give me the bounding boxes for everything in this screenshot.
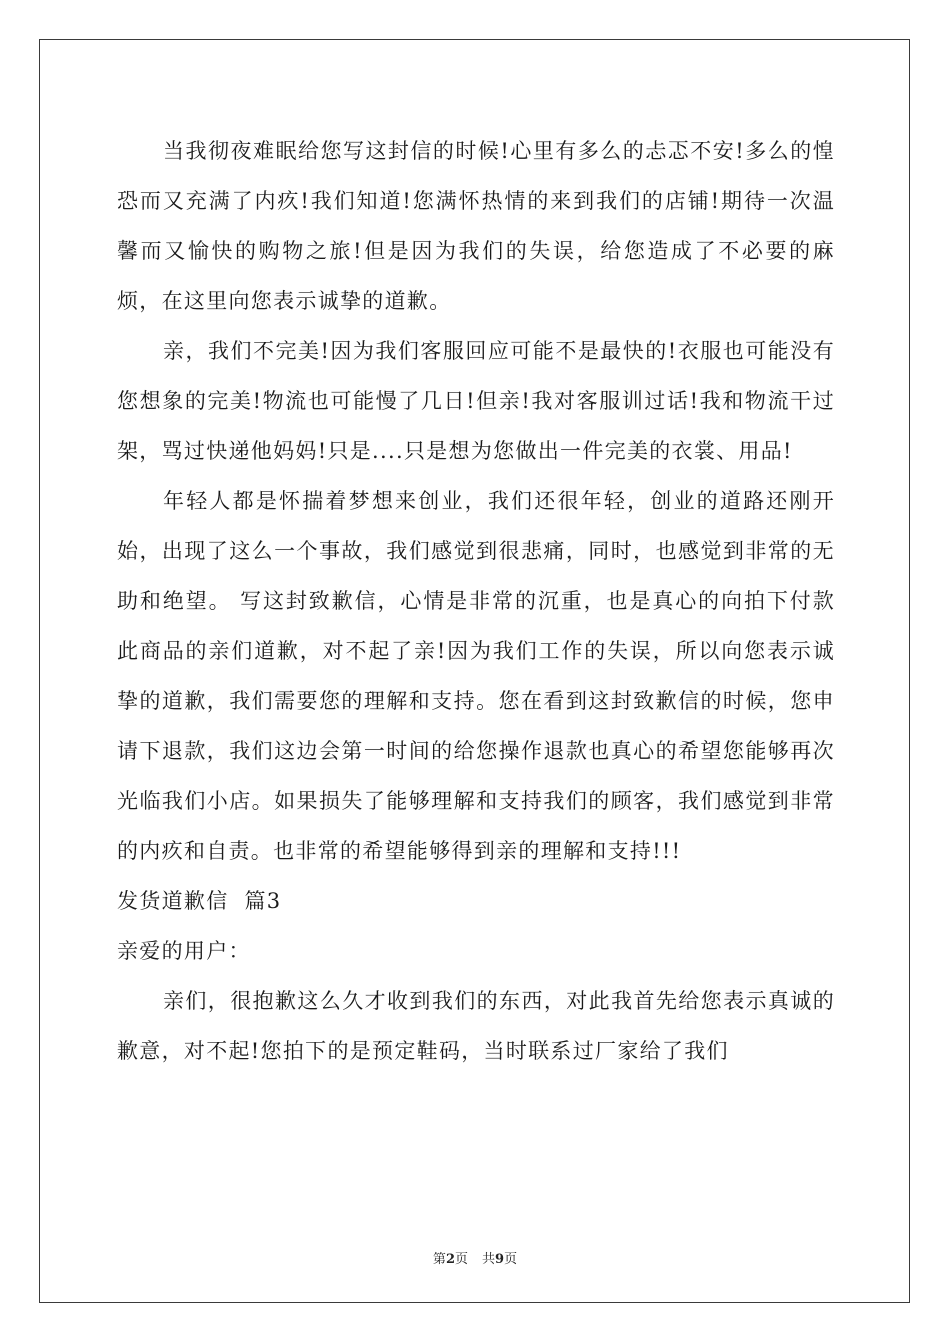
total-suffix: 页 [504,1252,518,1267]
paragraph-not-perfect: 亲，我们不完美!因为我们客服回应可能不是最快的!衣服也可能没有您想象的完美!物流也可能慢了几日!但亲!我对客服训过话!我和物流干过架，骂过快递他妈妈!只是....只是想为您做出一件完美的衣裳、用品! [117,339,835,463]
paragraph-preorder-apology: 亲们，很抱歉这么久才收到我们的东西，对此我首先给您表示真诚的歉意，对不起!您拍下的是预定鞋码，当时联系过厂家给了我们 [117,989,835,1063]
page-footer [0,1248,950,1267]
document-body [117,126,835,1076]
total-pages: 9 [495,1252,505,1267]
page-suffix: 页 [454,1252,468,1267]
paragraph-apology-intro: 当我彻夜难眠给您写这封信的时候!心里有多么的忐忑不安!多么的惶恐而又充满了内疚!我们知道!您满怀热情的来到我们的店铺!期待一次温馨而又愉快的购物之旅!但是因为我们的失误，给您造成了不必要的麻烦，在这里向您表示诚挚的道歉。 [117,139,835,313]
page-number: 2 [445,1252,455,1267]
salutation: 亲爱的用户： [117,939,251,963]
paragraph-young-startup: 年轻人都是怀揣着梦想来创业，我们还很年轻，创业的道路还刚开始，出现了这么一个事故，我们感觉到很悲痛，同时，也感觉到非常的无助和绝望。 写这封致歉信，心情是非常的沉重，也是真心的向拍下付款此商品的亲们道歉，对不起了亲!因为我们工作的失误，所以向您表示诚挚的道歉，我们需要您的理解和支持。您在看到这封致歉信的时候，您申请下退款，我们这边会第一时间的给您操作退款也真心的希望您能够再次光临我们小店。如果损失了能够理解和支持我们的顾客，我们感觉到非常的内疚和自责。也非常的希望能够得到亲的理解和支持!!! [117,489,835,863]
section-heading: 发货道歉信 篇3 [117,889,282,913]
page-prefix: 第 [432,1252,446,1267]
total-prefix: 共 [482,1252,496,1267]
